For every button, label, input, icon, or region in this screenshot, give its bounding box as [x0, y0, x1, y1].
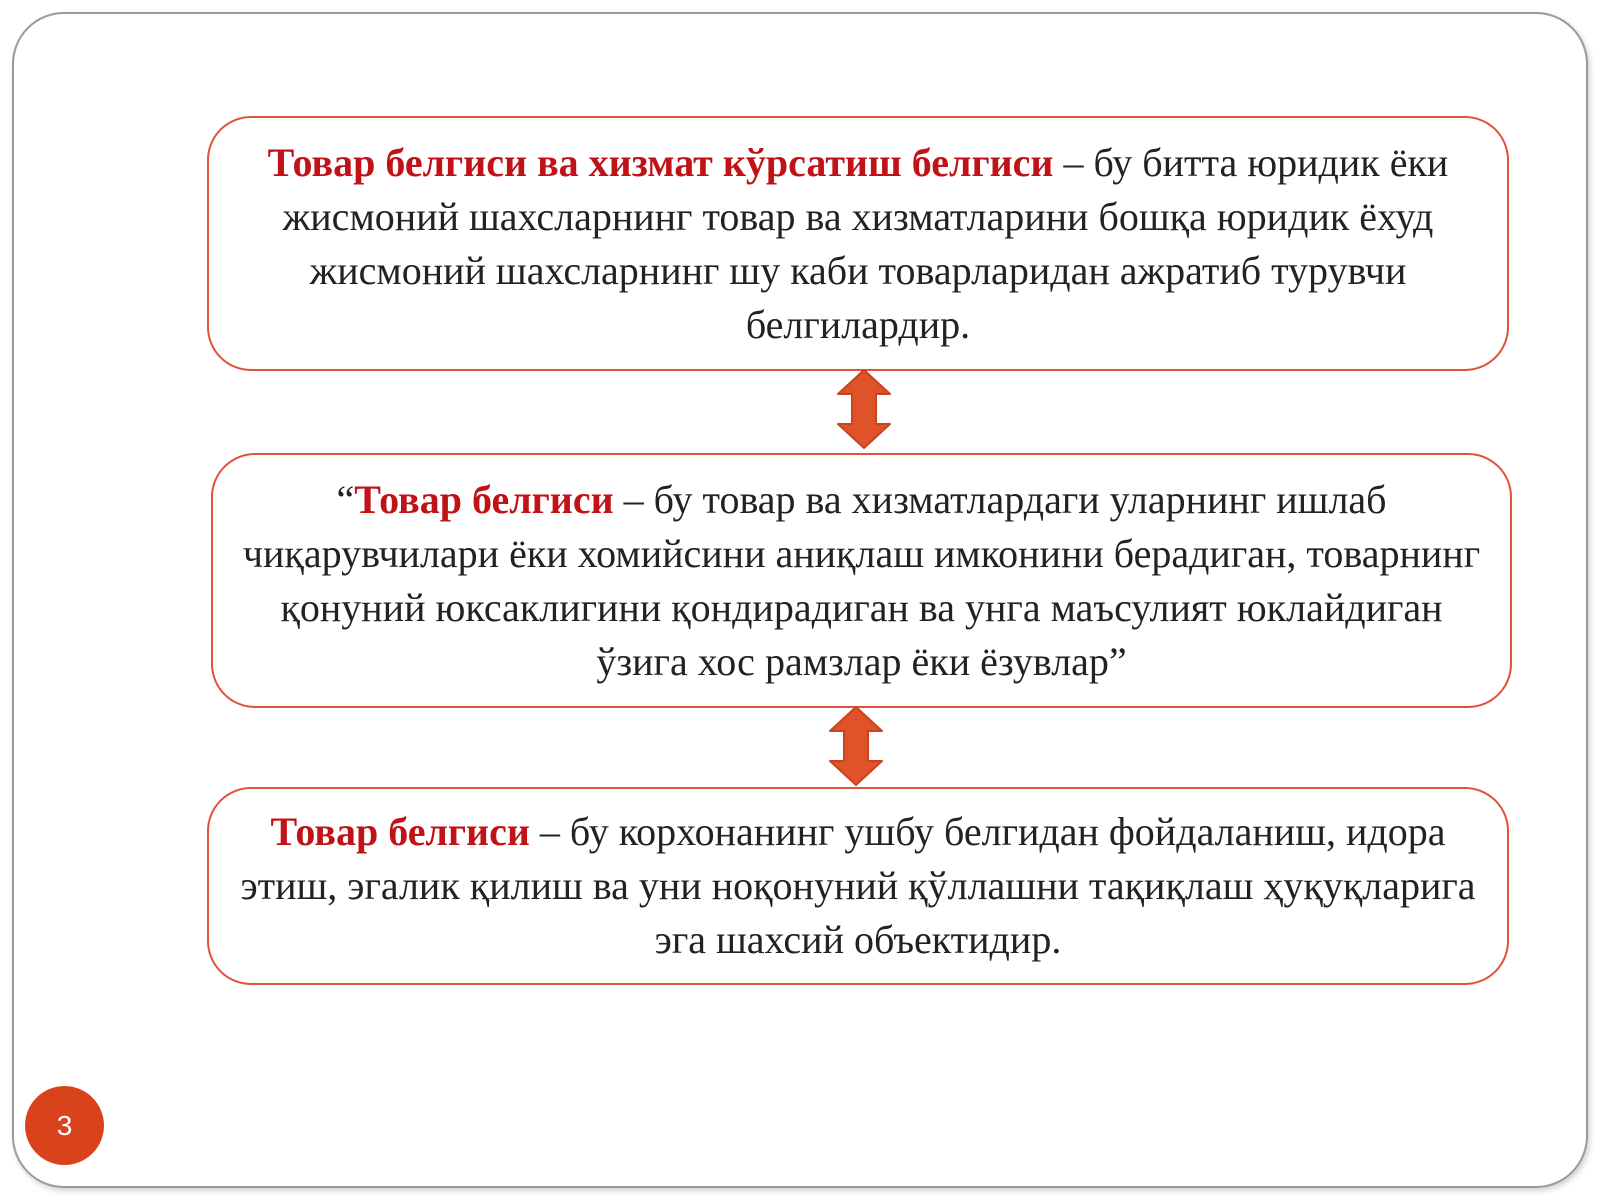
definition-body-3: – бу корхонанинг ушбу белгидан фойдаланиш, идора этиш, эгалик қилиш ва уни ноқонуний қўллашни тақиқлаш ҳуқуқларига эга шахсий объектидир. — [240, 809, 1476, 962]
definition-text-3 — [233, 805, 1483, 967]
definition-term-3: Товар белгиси — [270, 809, 530, 854]
definition-text-1 — [233, 136, 1483, 352]
definition-box-1 — [207, 116, 1509, 371]
page-number-badge: 3 — [25, 1086, 104, 1165]
definition-term-1: Товар белгиси ва хизмат кўрсатиш белгиси — [267, 139, 1054, 185]
open-quote: “ — [336, 476, 355, 522]
definition-box-3 — [207, 787, 1509, 985]
up-down-arrow-icon — [828, 705, 884, 787]
definition-term-2: Товар белгиси — [354, 476, 614, 522]
definition-box-2 — [211, 453, 1512, 708]
up-down-arrow-icon — [836, 368, 892, 450]
definition-body-2: – бу товар ва хизматлардаги уларнинг ишлаб чиқарувчилари ёки хомийсини аниқлаш имконини берадиган, товарнинг қонуний юксаклигини қондирадиган ва унга маъсулият юклайдиган ўзига хос рамзлар ёки ёзувлар” — [242, 476, 1481, 684]
definition-body-1: – бу битта юридик ёки жисмоний шахсларнинг товар ва хизматларини бошқа юридик ёхуд жисмоний шахсларнинг шу каби товарларидан ажратиб турувчи белгилардир. — [282, 139, 1449, 347]
definition-text-2 — [237, 473, 1486, 689]
